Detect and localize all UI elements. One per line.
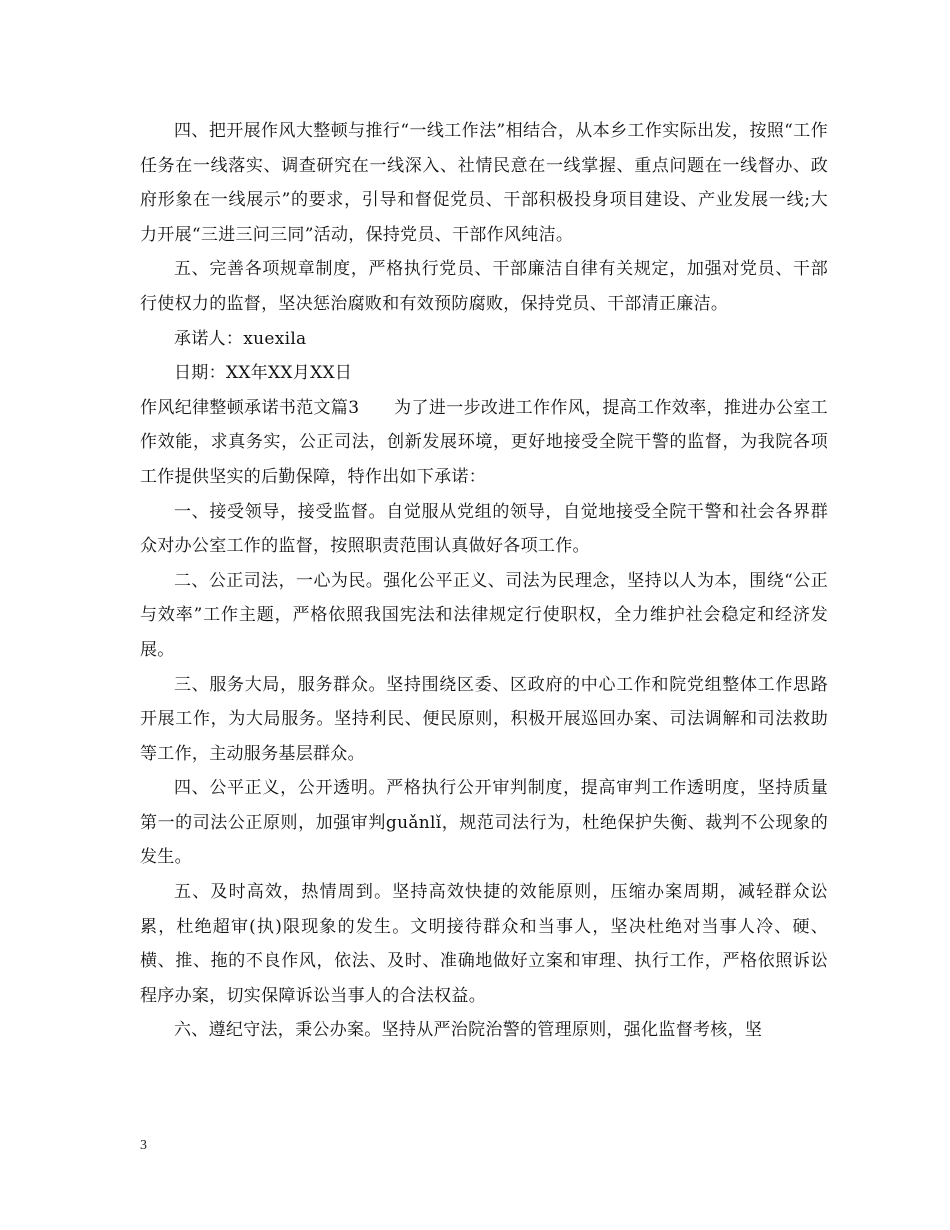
paragraph-pledge-5: 五、及时高效，热情周到。坚持高效快捷的效能原则，压缩办案周期，减轻群众讼累，杜绝超审(执)限现象的发生。文明接待群众和当事人，坚决杜绝对当事人冷、硬、横、推、拖的不良作风，依法、及时、准确地做好立案和审理、执行工作，严格依照诉讼程序办案，切实保障诉讼当事人的合法权益。 bbox=[140, 882, 828, 1006]
document-body bbox=[140, 114, 828, 1048]
page-number: 3 bbox=[140, 1138, 147, 1153]
paragraph-pledge-2: 二、公正司法，一心为民。强化公平正义、司法为民理念，坚持以人为本，围绕“公正与效率”工作主题，严格依照我国宪法和法律规定行使职权，全力维护社会稳定和经济发展。 bbox=[140, 570, 828, 660]
date-line: 日期：XX年XX月XX日 bbox=[174, 363, 353, 384]
paragraph-pledge-6: 六、遵纪守法，秉公办案。坚持从严治院治警的管理原则，强化监督考核，坚 bbox=[174, 1020, 763, 1041]
paragraph-pledge-4: 四、公平正义，公开透明。严格执行公开审判制度，提高审判工作透明度，坚持质量第一的司法公正原则，加强审判guǎnlǐ，规范司法行为，杜绝保护失衡、裁判不公现象的发生。 bbox=[140, 778, 828, 868]
paragraph-pledge-1: 一、接受领导，接受监督。自觉服从党组的领导，自觉地接受全院干警和社会各界群众对办公室工作的监督，按照职责范围认真做好各项工作。 bbox=[140, 501, 828, 557]
section-heading-paragraph: 作风纪律整顿承诺书范文篇3 为了进一步改进工作作风，提高工作效率，推进办公室工作效能，求真务实，公正司法，创新发展环境，更好地接受全院干警的监督，为我院各项工作提供坚实的后勤保障，特作出如下承诺： bbox=[140, 397, 828, 487]
paragraph-article-5: 五、完善各项规章制度，严格执行党员、干部廉洁自律有关规定，加强对党员、干部行使权力的监督，坚决惩治腐败和有效预防腐败，保持党员、干部清正廉洁。 bbox=[140, 259, 828, 314]
paragraph-article-4: 四、把开展作风大整顿与推行“一线工作法”相结合，从本乡工作实际出发，按照“工作任务在一线落实、调查研究在一线深入、社情民意在一线掌握、重点问题在一线督办、政府形象在一线展示”的要求，引导和督促党员、干部积极投身项目建设、产业发展一线;大力开展“三进三问三同”活动，保持党员、干部作风纯洁。 bbox=[140, 121, 828, 245]
paragraph-pledge-3: 三、服务大局，服务群众。坚持围绕区委、区政府的中心工作和院党组整体工作思路开展工作，为大局服务。坚持利民、便民原则，积极开展巡回办案、司法调解和司法救助等工作，主动服务基层群众。 bbox=[140, 674, 828, 764]
signatory-line: 承诺人：xuexila bbox=[174, 328, 307, 349]
